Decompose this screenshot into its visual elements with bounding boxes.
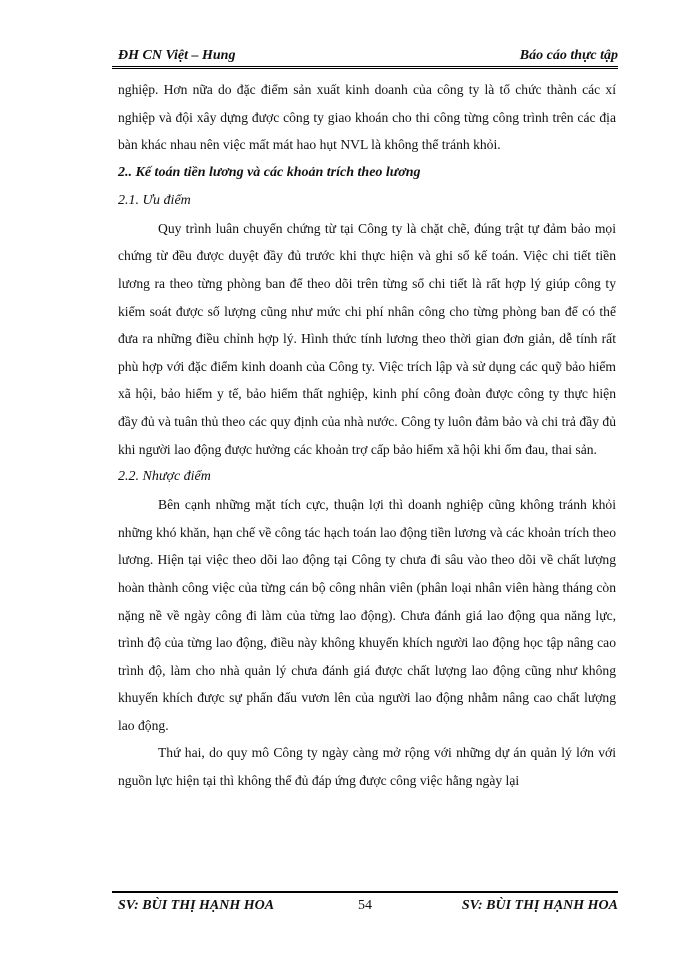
paragraph-advantages: Quy trình luân chuyển chứng từ tại Công ty là chặt chẽ, đúng trật tự đảm bảo mọi chứng từ đều được duyệt đầy đủ trước khi thực hiện và ghi sổ kế toán. Việc chi tiết tiền lương ra theo từng phòng ban để theo dõi trên từng sổ chi tiết là rất hợp lý giúp công ty kiểm soát được số lượng cũng như mức chi phí nhân công cho từng phòng ban để có thể đưa ra những điều chỉnh hợp lý. Hình thức tính lương theo thời gian đơn giản, dễ tính rất phù hợp với đặc điểm kinh doanh của Công ty. Việc trích lập và sử dụng các quỹ bảo hiểm xã hội, bảo hiểm y tế, bảo hiểm thất nghiệp, kinh phí công đoàn được công ty thực hiện đầy đủ và tuân thủ theo các quy định của nhà nước. Công ty luôn đảm bảo và chi trả đầy đủ khi người lao động được hưởng các khoản trợ cấp bảo hiểm xã hội khi ốm đau, thai sản. bbox=[118, 220, 616, 457]
section-2-title: 2.. Kế toán tiền lương và các khoản trích theo lương bbox=[118, 164, 421, 180]
page-header bbox=[112, 40, 618, 66]
header-rule bbox=[112, 66, 618, 69]
document-body bbox=[118, 76, 616, 795]
page-footer bbox=[112, 896, 618, 918]
header-left: ĐH CN Việt – Hung bbox=[118, 48, 236, 63]
paragraph-disadvantages: Bên cạnh những mặt tích cực, thuận lợi thì doanh nghiệp cũng không tránh khỏi những khó khăn, hạn chế về công tác hạch toán lao động tiền lương và các khoản trích theo lương. Hiện tại việc theo dõi lao động tại Công ty chưa đi sâu vào theo dõi về chất lượng hoàn thành công việc của từng cán bộ công nhân viên (phân loại nhân viên hàng tháng còn nặng nề về ngày công đi làm của từng lao động). Chưa đánh giá lao động qua năng lực, trình độ của từng lao động, điều này không khuyến khích người lao động học tập nâng cao trình độ, làm cho nhà quản lý chưa đánh giá được chất lượng lao động cũng như không khuyến khích được sự phấn đấu vươn lên của người lao động nhằm nâng cao chất lượng lao động. bbox=[118, 497, 616, 733]
page-number: 54 bbox=[358, 898, 372, 913]
paragraph-continued: nghiệp. Hơn nữa do đặc điểm sản xuất kinh doanh của công ty là tổ chức thành các xí nghiệp và đội xây dựng được công ty giao khoán cho thi công từng công trình trên các địa bàn khác nhau nên việc mất mát hao hụt NVL là không thể tránh khỏi. bbox=[118, 82, 616, 153]
section-2-2-title: 2.2. Nhược điểm bbox=[118, 469, 211, 485]
section-2-1-title: 2.1. Ưu điểm bbox=[118, 192, 191, 208]
paragraph-second-point: Thứ hai, do quy mô Công ty ngày càng mở rộng với những dự án quản lý lớn với nguồn lực hiện tại thì không thể đủ đáp ứng được công việc hằng ngày lại bbox=[118, 745, 616, 789]
header-right: Báo cáo thực tập bbox=[519, 48, 618, 63]
footer-rule bbox=[112, 891, 618, 893]
footer-student-left: SV: BÙI THỊ HẠNH HOA bbox=[118, 898, 275, 913]
footer-student-right: SV: BÙI THỊ HẠNH HOA bbox=[461, 898, 618, 913]
